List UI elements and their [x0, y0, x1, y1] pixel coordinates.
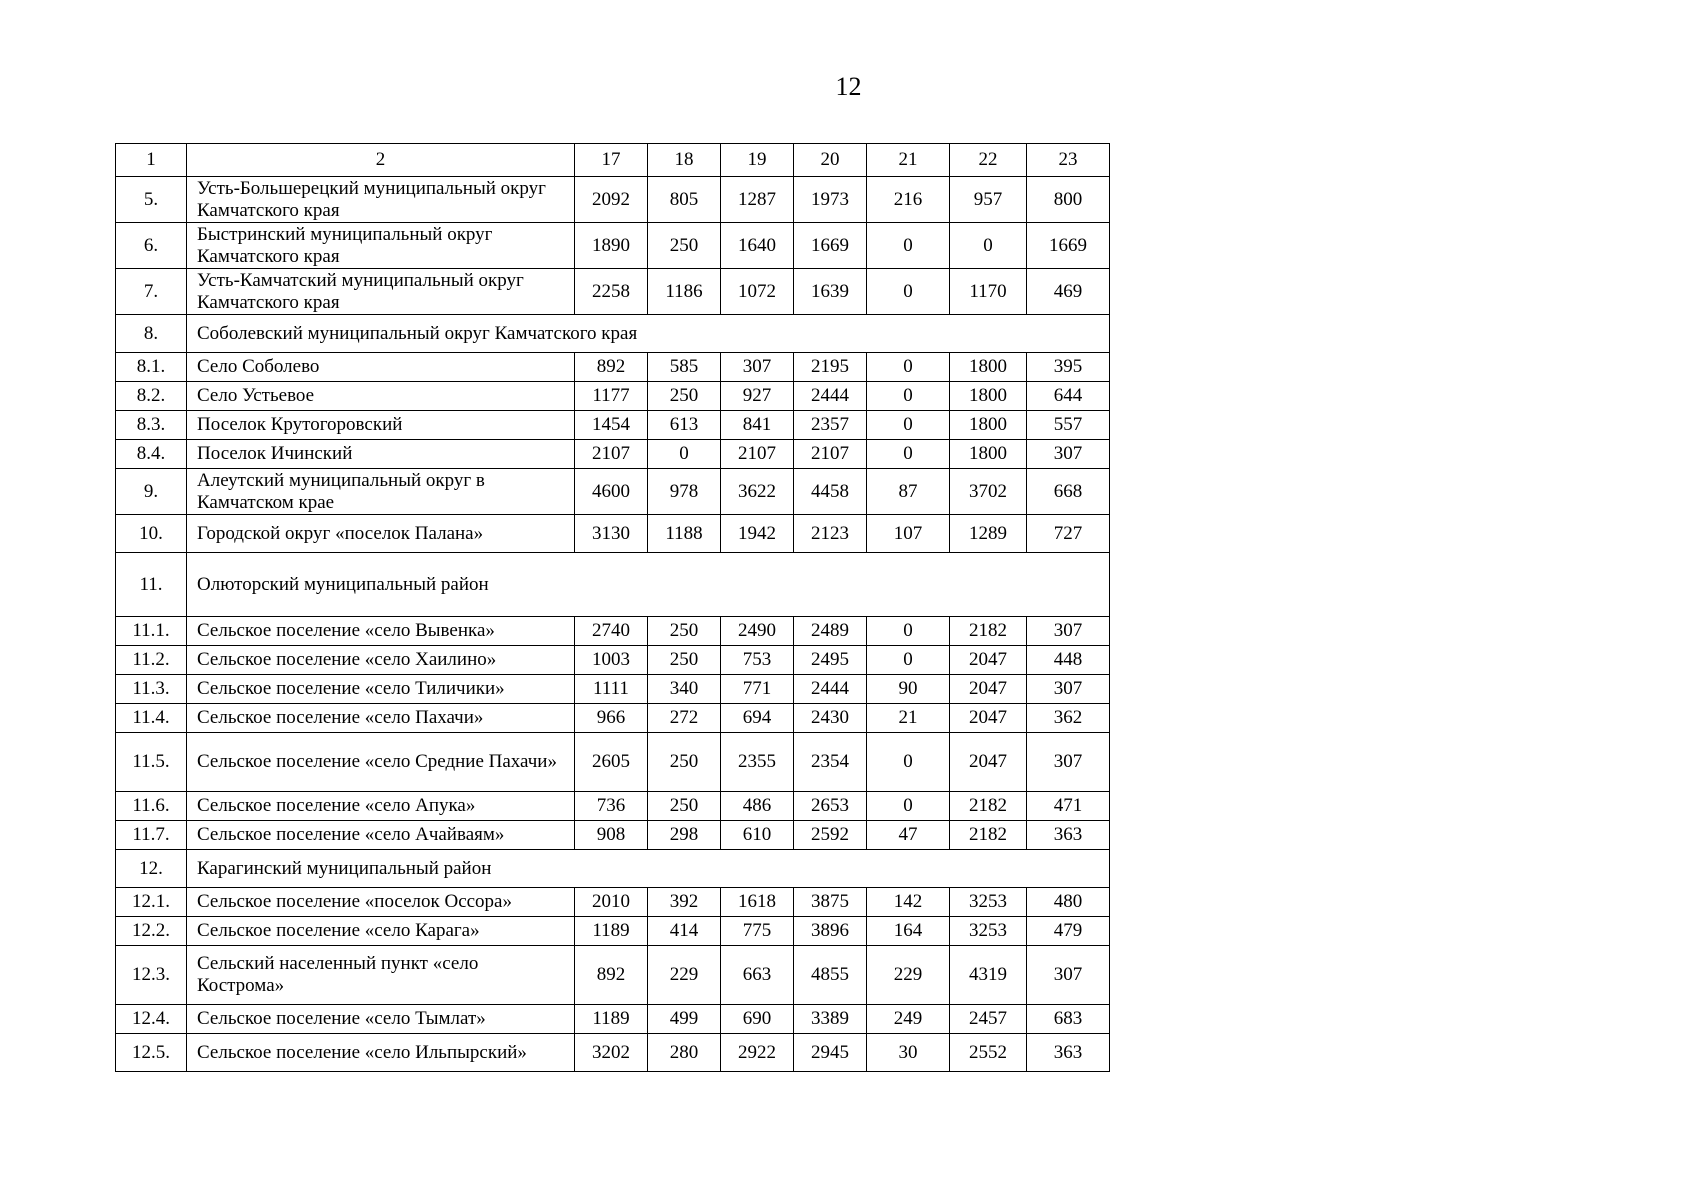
- value-cell: 0: [867, 617, 950, 646]
- value-cell: 690: [721, 1005, 794, 1034]
- value-cell: 1973: [794, 177, 867, 223]
- value-cell: 2740: [575, 617, 648, 646]
- value-cell: 800: [1027, 177, 1110, 223]
- value-cell: 2653: [794, 792, 867, 821]
- value-cell: 250: [648, 792, 721, 821]
- value-cell: 1640: [721, 223, 794, 269]
- row-name: Поселок Ичинский: [187, 440, 575, 469]
- row-number: 7.: [116, 269, 187, 315]
- value-cell: 727: [1027, 515, 1110, 553]
- value-cell: 3622: [721, 469, 794, 515]
- value-cell: 1618: [721, 888, 794, 917]
- table-row: [116, 223, 1110, 269]
- value-cell: 4600: [575, 469, 648, 515]
- value-cell: 613: [648, 411, 721, 440]
- value-cell: 805: [648, 177, 721, 223]
- value-cell: 2605: [575, 733, 648, 792]
- value-cell: 3896: [794, 917, 867, 946]
- table-row: [116, 675, 1110, 704]
- table-row: [116, 382, 1110, 411]
- table-row: [116, 704, 1110, 733]
- value-cell: 4319: [950, 946, 1027, 1005]
- value-cell: 1669: [794, 223, 867, 269]
- value-cell: 1800: [950, 440, 1027, 469]
- value-cell: 1454: [575, 411, 648, 440]
- value-cell: 0: [867, 223, 950, 269]
- value-cell: 966: [575, 704, 648, 733]
- value-cell: 775: [721, 917, 794, 946]
- value-cell: 229: [648, 946, 721, 1005]
- value-cell: 0: [867, 382, 950, 411]
- row-number: 8.: [116, 315, 187, 353]
- row-number: 8.4.: [116, 440, 187, 469]
- row-name: Село Соболево: [187, 353, 575, 382]
- value-cell: 363: [1027, 1034, 1110, 1072]
- row-name: Городской округ «поселок Палана»: [187, 515, 575, 553]
- value-cell: 1111: [575, 675, 648, 704]
- value-cell: 4458: [794, 469, 867, 515]
- row-name: Сельское поселение «поселок Оссора»: [187, 888, 575, 917]
- value-cell: 249: [867, 1005, 950, 1034]
- table-row: [116, 177, 1110, 223]
- row-number: 8.2.: [116, 382, 187, 411]
- value-cell: 644: [1027, 382, 1110, 411]
- value-cell: 1177: [575, 382, 648, 411]
- value-cell: 2047: [950, 675, 1027, 704]
- value-cell: 2107: [794, 440, 867, 469]
- row-number: 12.4.: [116, 1005, 187, 1034]
- row-name: Сельский населенный пункт «село Кострома»: [187, 946, 575, 1005]
- row-number: 11.1.: [116, 617, 187, 646]
- value-cell: 272: [648, 704, 721, 733]
- value-cell: 2430: [794, 704, 867, 733]
- value-cell: 610: [721, 821, 794, 850]
- value-cell: 471: [1027, 792, 1110, 821]
- value-cell: 2107: [575, 440, 648, 469]
- column-header: 23: [1027, 144, 1110, 177]
- value-cell: 1942: [721, 515, 794, 553]
- value-cell: 3875: [794, 888, 867, 917]
- table-row: [116, 821, 1110, 850]
- row-name: Сельское поселение «село Пахачи»: [187, 704, 575, 733]
- row-number: 9.: [116, 469, 187, 515]
- value-cell: 164: [867, 917, 950, 946]
- value-cell: 2123: [794, 515, 867, 553]
- table-row: [116, 946, 1110, 1005]
- value-cell: 4855: [794, 946, 867, 1005]
- value-cell: 1639: [794, 269, 867, 315]
- row-name: Сельское поселение «село Апука»: [187, 792, 575, 821]
- value-cell: 0: [867, 733, 950, 792]
- value-cell: 250: [648, 382, 721, 411]
- value-cell: 3202: [575, 1034, 648, 1072]
- table-row: [116, 888, 1110, 917]
- row-name: Олюторский муниципальный район: [187, 553, 1110, 617]
- table-row: [116, 646, 1110, 675]
- value-cell: 47: [867, 821, 950, 850]
- value-cell: 3253: [950, 917, 1027, 946]
- section-row: [116, 315, 1110, 353]
- table-row: [116, 1034, 1110, 1072]
- value-cell: 2010: [575, 888, 648, 917]
- value-cell: 557: [1027, 411, 1110, 440]
- value-cell: 87: [867, 469, 950, 515]
- value-cell: 668: [1027, 469, 1110, 515]
- value-cell: 2490: [721, 617, 794, 646]
- row-number: 11.2.: [116, 646, 187, 675]
- column-header: 22: [950, 144, 1027, 177]
- value-cell: 0: [867, 411, 950, 440]
- row-number: 8.1.: [116, 353, 187, 382]
- value-cell: 736: [575, 792, 648, 821]
- value-cell: 1072: [721, 269, 794, 315]
- value-cell: 2945: [794, 1034, 867, 1072]
- value-cell: 2552: [950, 1034, 1027, 1072]
- data-table: [115, 143, 1110, 1072]
- column-header: 17: [575, 144, 648, 177]
- row-number: 11.7.: [116, 821, 187, 850]
- value-cell: 1890: [575, 223, 648, 269]
- table-row: [116, 269, 1110, 315]
- value-cell: 479: [1027, 917, 1110, 946]
- value-cell: 0: [867, 353, 950, 382]
- row-number: 11.3.: [116, 675, 187, 704]
- value-cell: 307: [1027, 733, 1110, 792]
- value-cell: 0: [867, 646, 950, 675]
- value-cell: 216: [867, 177, 950, 223]
- value-cell: 2922: [721, 1034, 794, 1072]
- row-name: Соболевский муниципальный округ Камчатского края: [187, 315, 1110, 353]
- row-number: 12.: [116, 850, 187, 888]
- value-cell: 21: [867, 704, 950, 733]
- value-cell: 1186: [648, 269, 721, 315]
- table-row: [116, 469, 1110, 515]
- value-cell: 3702: [950, 469, 1027, 515]
- section-row: [116, 553, 1110, 617]
- value-cell: 3253: [950, 888, 1027, 917]
- value-cell: 3389: [794, 1005, 867, 1034]
- value-cell: 0: [867, 792, 950, 821]
- value-cell: 2355: [721, 733, 794, 792]
- value-cell: 30: [867, 1034, 950, 1072]
- value-cell: 107: [867, 515, 950, 553]
- value-cell: 694: [721, 704, 794, 733]
- table-header-row: [116, 144, 1110, 177]
- row-number: 12.1.: [116, 888, 187, 917]
- value-cell: 892: [575, 353, 648, 382]
- value-cell: 362: [1027, 704, 1110, 733]
- row-number: 11.5.: [116, 733, 187, 792]
- value-cell: 1800: [950, 353, 1027, 382]
- value-cell: 307: [1027, 675, 1110, 704]
- value-cell: 2182: [950, 821, 1027, 850]
- value-cell: 2592: [794, 821, 867, 850]
- table-row: [116, 792, 1110, 821]
- value-cell: 298: [648, 821, 721, 850]
- value-cell: 0: [950, 223, 1027, 269]
- value-cell: 957: [950, 177, 1027, 223]
- row-name: Сельское поселение «село Карага»: [187, 917, 575, 946]
- row-name: Поселок Крутогоровский: [187, 411, 575, 440]
- row-name: Быстринский муниципальный округ Камчатского края: [187, 223, 575, 269]
- value-cell: 229: [867, 946, 950, 1005]
- column-header: 21: [867, 144, 950, 177]
- row-number: 8.3.: [116, 411, 187, 440]
- value-cell: 2047: [950, 733, 1027, 792]
- value-cell: 0: [867, 440, 950, 469]
- row-name: Сельское поселение «село Тиличики»: [187, 675, 575, 704]
- table-row: [116, 617, 1110, 646]
- row-name: Сельское поселение «село Ильпырский»: [187, 1034, 575, 1072]
- value-cell: 841: [721, 411, 794, 440]
- section-row: [116, 850, 1110, 888]
- row-name: Сельское поселение «село Средние Пахачи»: [187, 733, 575, 792]
- row-name: Сельское поселение «село Хаилино»: [187, 646, 575, 675]
- value-cell: 90: [867, 675, 950, 704]
- row-name: Сельское поселение «село Вывенка»: [187, 617, 575, 646]
- table-row: [116, 353, 1110, 382]
- value-cell: 307: [721, 353, 794, 382]
- value-cell: 2047: [950, 704, 1027, 733]
- value-cell: 1170: [950, 269, 1027, 315]
- table-row: [116, 917, 1110, 946]
- value-cell: 250: [648, 223, 721, 269]
- value-cell: 307: [1027, 617, 1110, 646]
- value-cell: 469: [1027, 269, 1110, 315]
- value-cell: 2444: [794, 675, 867, 704]
- table-row: [116, 733, 1110, 792]
- value-cell: 395: [1027, 353, 1110, 382]
- value-cell: 2495: [794, 646, 867, 675]
- value-cell: 414: [648, 917, 721, 946]
- value-cell: 2258: [575, 269, 648, 315]
- value-cell: 1188: [648, 515, 721, 553]
- value-cell: 2182: [950, 617, 1027, 646]
- value-cell: 1800: [950, 411, 1027, 440]
- value-cell: 307: [1027, 440, 1110, 469]
- value-cell: 2182: [950, 792, 1027, 821]
- value-cell: 2457: [950, 1005, 1027, 1034]
- column-header: 18: [648, 144, 721, 177]
- value-cell: 1287: [721, 177, 794, 223]
- value-cell: 142: [867, 888, 950, 917]
- value-cell: 1669: [1027, 223, 1110, 269]
- value-cell: 2107: [721, 440, 794, 469]
- value-cell: 480: [1027, 888, 1110, 917]
- column-header: 1: [116, 144, 187, 177]
- value-cell: 307: [1027, 946, 1110, 1005]
- value-cell: 340: [648, 675, 721, 704]
- table-row: [116, 1005, 1110, 1034]
- row-name: Сельское поселение «село Ачайваям»: [187, 821, 575, 850]
- page-number: 12: [835, 72, 862, 101]
- table-row: [116, 515, 1110, 553]
- column-header: 2: [187, 144, 575, 177]
- value-cell: 2444: [794, 382, 867, 411]
- row-name: Алеутский муниципальный округ в Камчатском крае: [187, 469, 575, 515]
- column-header: 19: [721, 144, 794, 177]
- value-cell: 1189: [575, 1005, 648, 1034]
- value-cell: 1800: [950, 382, 1027, 411]
- value-cell: 0: [867, 269, 950, 315]
- row-name: Карагинский муниципальный район: [187, 850, 1110, 888]
- value-cell: 448: [1027, 646, 1110, 675]
- value-cell: 2357: [794, 411, 867, 440]
- value-cell: 250: [648, 646, 721, 675]
- value-cell: 363: [1027, 821, 1110, 850]
- row-number: 5.: [116, 177, 187, 223]
- row-name: Усть-Камчатский муниципальный округ Камчатского края: [187, 269, 575, 315]
- value-cell: 1003: [575, 646, 648, 675]
- row-number: 12.2.: [116, 917, 187, 946]
- value-cell: 0: [648, 440, 721, 469]
- value-cell: 908: [575, 821, 648, 850]
- row-number: 12.5.: [116, 1034, 187, 1072]
- value-cell: 250: [648, 617, 721, 646]
- value-cell: 499: [648, 1005, 721, 1034]
- value-cell: 2047: [950, 646, 1027, 675]
- value-cell: 978: [648, 469, 721, 515]
- value-cell: 753: [721, 646, 794, 675]
- value-cell: 892: [575, 946, 648, 1005]
- row-number: 11.6.: [116, 792, 187, 821]
- value-cell: 2489: [794, 617, 867, 646]
- value-cell: 2092: [575, 177, 648, 223]
- row-name: Село Устьевое: [187, 382, 575, 411]
- row-number: 6.: [116, 223, 187, 269]
- row-number: 11.: [116, 553, 187, 617]
- value-cell: 250: [648, 733, 721, 792]
- table-row: [116, 411, 1110, 440]
- value-cell: 1289: [950, 515, 1027, 553]
- row-name: Сельское поселение «село Тымлат»: [187, 1005, 575, 1034]
- value-cell: 663: [721, 946, 794, 1005]
- row-number: 10.: [116, 515, 187, 553]
- table-row: [116, 440, 1110, 469]
- value-cell: 585: [648, 353, 721, 382]
- value-cell: 280: [648, 1034, 721, 1072]
- column-header: 20: [794, 144, 867, 177]
- value-cell: 2195: [794, 353, 867, 382]
- value-cell: 2354: [794, 733, 867, 792]
- row-number: 11.4.: [116, 704, 187, 733]
- value-cell: 1189: [575, 917, 648, 946]
- value-cell: 3130: [575, 515, 648, 553]
- value-cell: 927: [721, 382, 794, 411]
- value-cell: 771: [721, 675, 794, 704]
- row-name: Усть-Большерецкий муниципальный округ Камчатского края: [187, 177, 575, 223]
- value-cell: 392: [648, 888, 721, 917]
- row-number: 12.3.: [116, 946, 187, 1005]
- value-cell: 486: [721, 792, 794, 821]
- value-cell: 683: [1027, 1005, 1110, 1034]
